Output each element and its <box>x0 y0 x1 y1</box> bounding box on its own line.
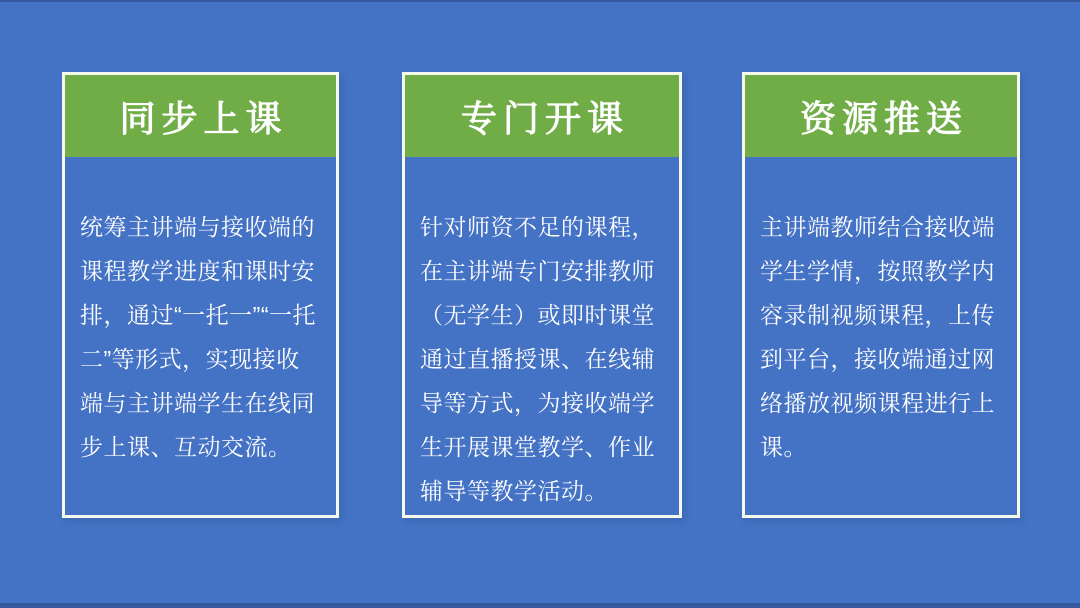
card-title: 专门开课 <box>460 97 629 139</box>
card-sync-class <box>62 72 339 518</box>
card-header-green-bar <box>405 75 679 157</box>
card-body-text: 统筹主讲端与接收端的课程教学进度和课时安排，通过“一托一”“一托二”等形式，实现接收端与主讲端学生在线同步上课、互动交流。 <box>80 214 316 460</box>
card-title: 资源推送 <box>799 97 968 139</box>
card-title: 同步上课 <box>119 97 288 139</box>
card-dedicated-class <box>402 72 682 518</box>
card-header-green-bar <box>745 75 1017 157</box>
card-body-text: 针对师资不足的课程，在主讲端专门安排教师（无学生）或即时课堂通过直播授课、在线辅导等方式，为接收端学生开展课堂教学、作业辅导等教学活动。 <box>420 214 655 504</box>
card-header-green-bar <box>65 75 336 157</box>
card-resource-push <box>742 72 1020 518</box>
card-body-text: 主讲端教师结合接收端学生学情，按照教学内容录制视频课程，上传到平台，接收端通过网络播放视频课程进行上课。 <box>760 214 995 460</box>
top-edge-line <box>0 0 1080 2</box>
bottom-edge-line <box>0 603 1080 608</box>
